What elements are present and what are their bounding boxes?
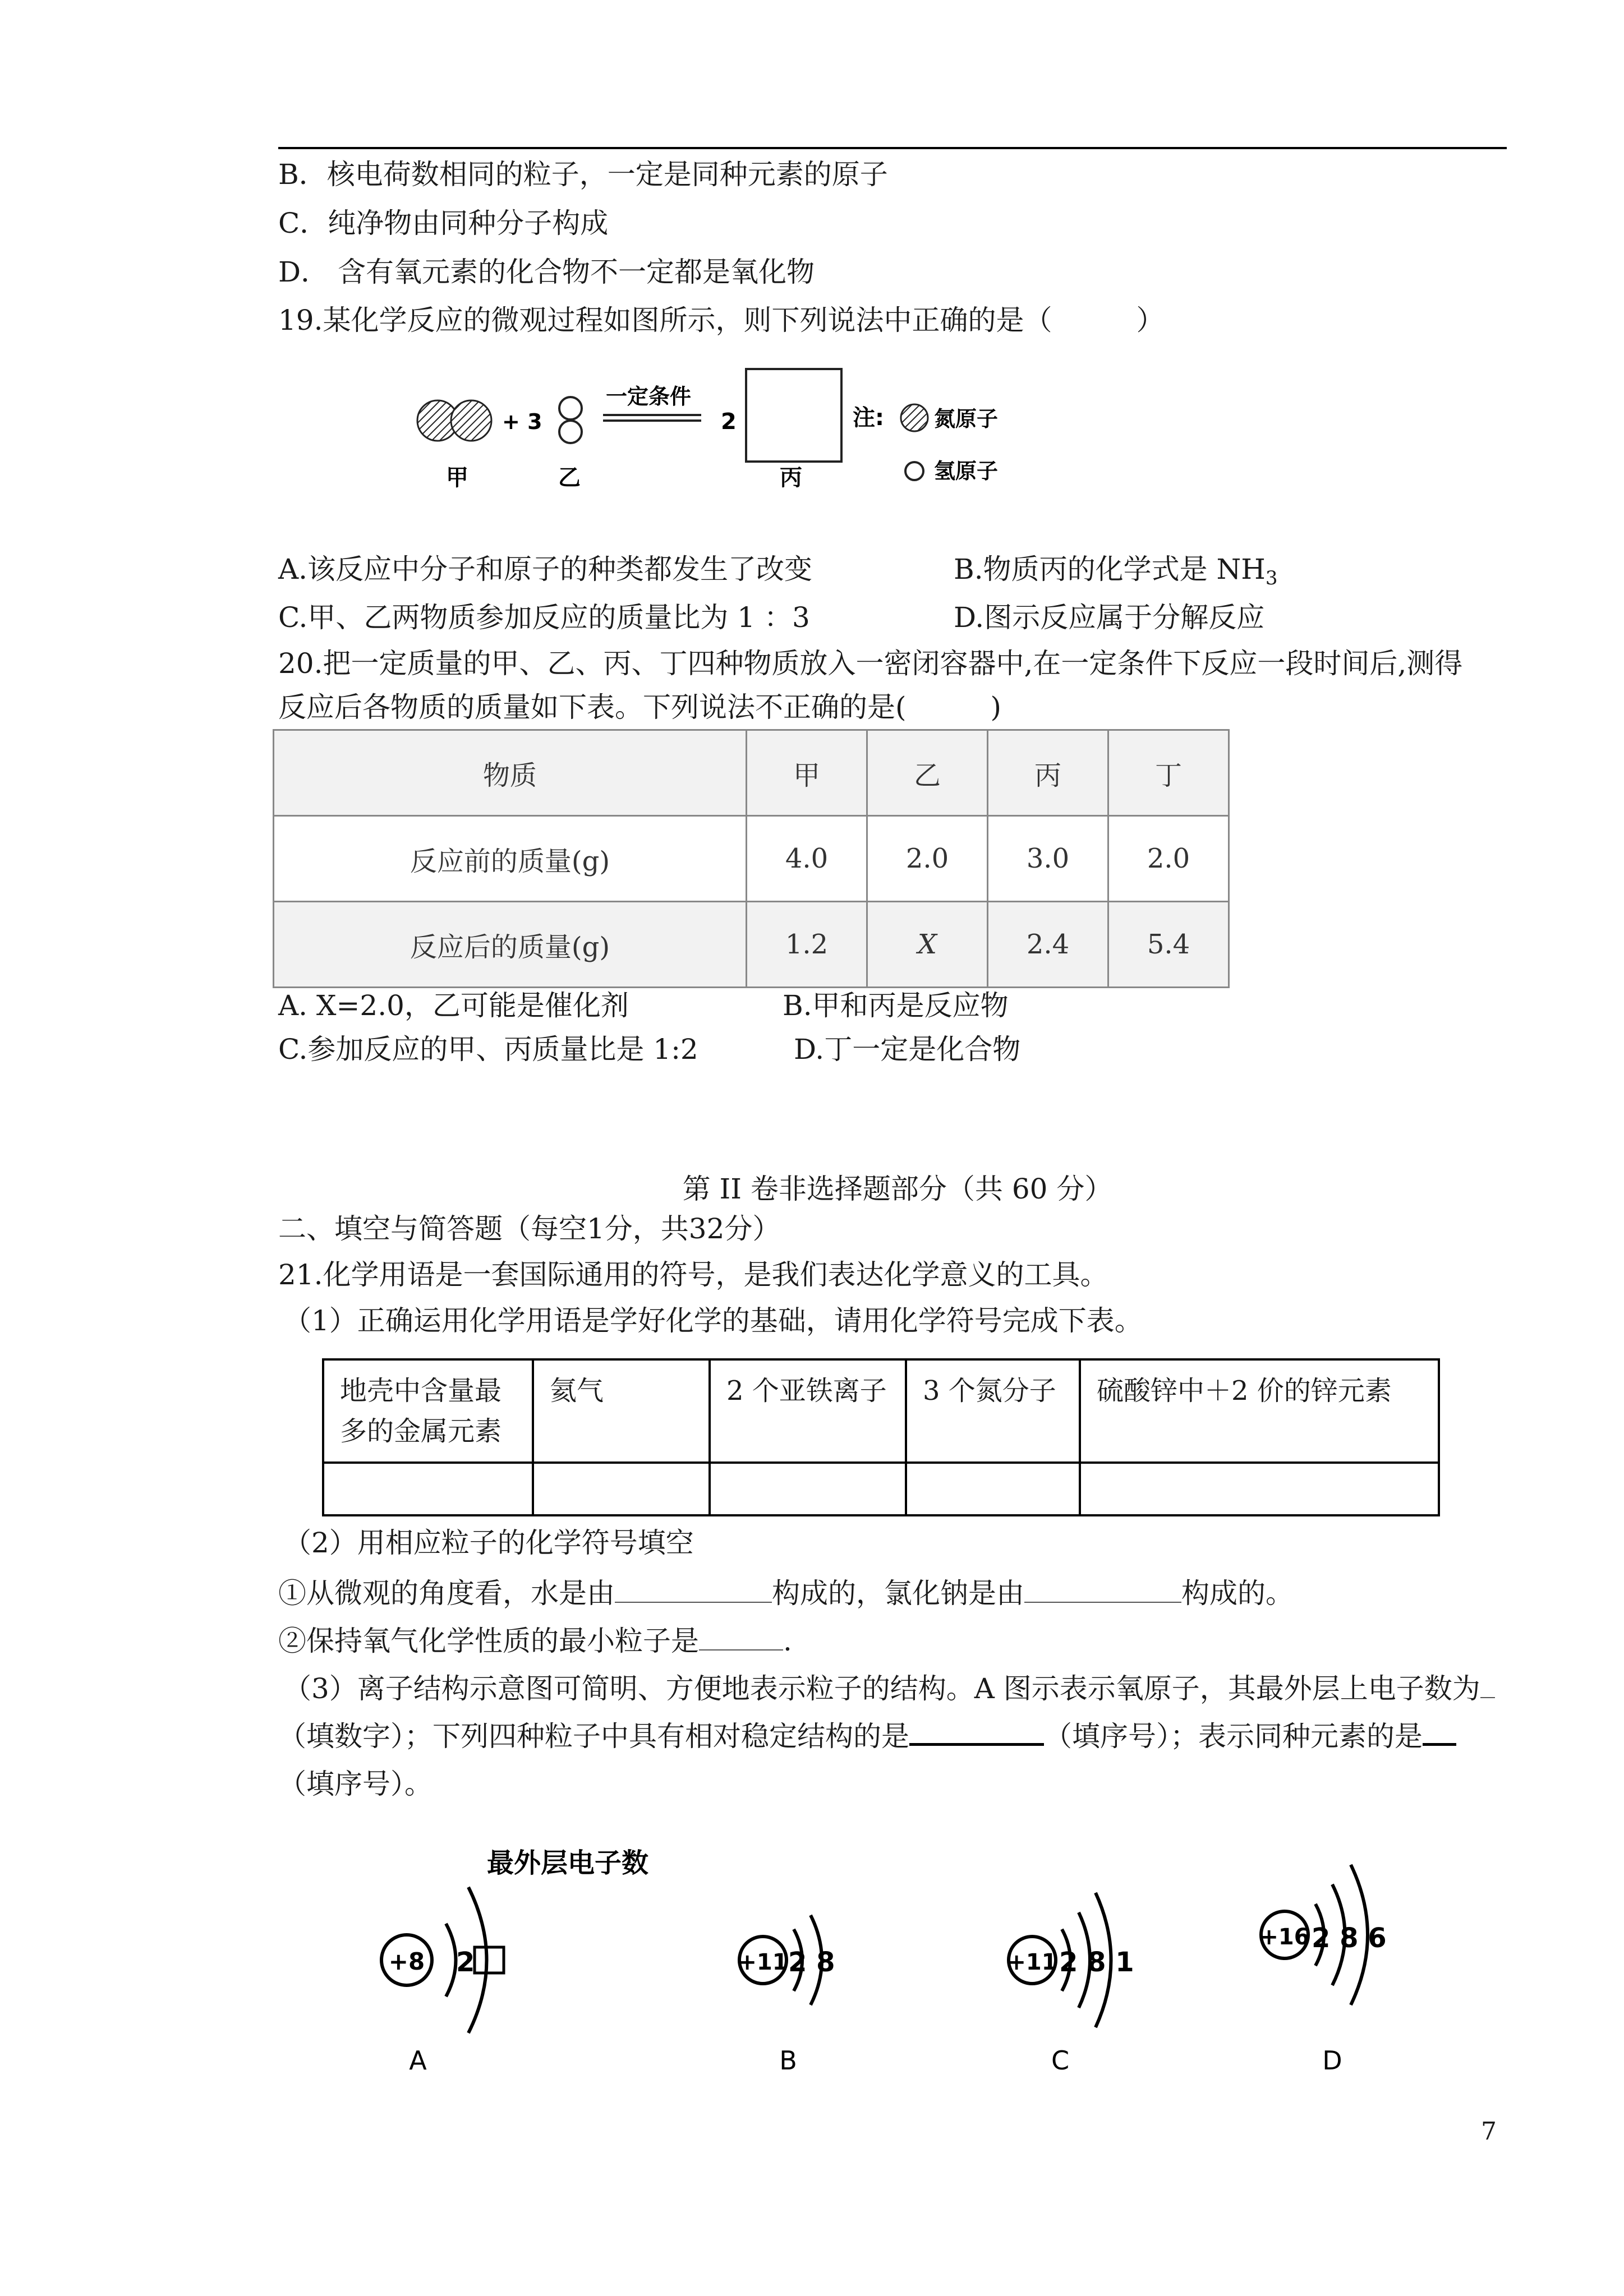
- table-cell: 反应前的质量(g): [274, 816, 747, 902]
- table-cell: X: [867, 902, 988, 988]
- answer-blank[interactable]: [909, 1721, 1044, 1746]
- answer-blank[interactable]: [1024, 1579, 1181, 1603]
- svg-text:+11: +11: [1007, 1949, 1057, 1975]
- q21-part3-line1: （3）离子结构示意图可简明、方便地表示粒子的结构。A 图示表示氧原子，其最外层上电子数为: [283, 1670, 1495, 1707]
- q19-option-c: C.甲、乙两物质参加反应的质量比为 1 ：3: [278, 601, 810, 634]
- q21-part2-item2: ②保持氧气化学性质的最小粒子是 .: [278, 1625, 792, 1657]
- svg-text:+16: +16: [1259, 1924, 1310, 1950]
- table-cell: 3.0: [988, 816, 1108, 902]
- table-header-cell: 丙: [988, 730, 1108, 816]
- atom-d-icon: [1259, 1865, 1386, 2005]
- q21-part2: （2）用相应粒子的化学符号填空: [283, 1527, 694, 1559]
- q20-mass-table: [273, 729, 1230, 988]
- q21-part3-line3: （填序号）。: [278, 1768, 433, 1800]
- q20-stem-line1: 20.把一定质量的甲、乙、丙、丁四种物质放入一密闭容器中,在一定条件下反应一段时间后,测得: [278, 647, 1463, 680]
- legend-note: 注:: [853, 405, 884, 431]
- answer-cell[interactable]: [533, 1463, 710, 1515]
- nitrogen-molecule-icon: [417, 400, 491, 441]
- header-rule: [278, 147, 1507, 149]
- q19-reaction-diagram: [410, 359, 1055, 505]
- table-cell: 2.0: [1108, 816, 1229, 902]
- q21-part2-item1: ①从微观的角度看，水是由 构成的，氯化钠是由 构成的。: [278, 1577, 1294, 1610]
- atom-b-label: B: [779, 2045, 797, 2075]
- nitrogen-atom-legend-icon: [901, 404, 928, 431]
- answer-cell[interactable]: [1080, 1463, 1439, 1515]
- q18-option-b: B．核电荷数相同的粒子，一定是同种元素的原子: [278, 158, 888, 191]
- answer-blank[interactable]: [1423, 1721, 1456, 1746]
- legend-h: 氢原子: [934, 459, 999, 483]
- q19-option-a: A.该反应中分子和原子的种类都发生了改变: [278, 553, 813, 585]
- q19-option-b: B.物质丙的化学式是 $NH_3$: [954, 553, 1278, 589]
- answer-cell[interactable]: [710, 1463, 906, 1515]
- q18-option-c: C．纯净物由同种分子构成: [278, 207, 609, 239]
- q19-stem: 19.某化学反应的微观过程如图所示，则下列说法中正确的是（ ）: [278, 304, 1165, 336]
- q19-option-d: D.图示反应属于分解反应: [954, 601, 1265, 634]
- atom-a-icon: [381, 1887, 504, 2033]
- table-cell: 反应后的质量(g): [274, 902, 747, 988]
- atom-a-label: A: [409, 2045, 427, 2075]
- atom-c-label: C: [1051, 2045, 1070, 2075]
- table-header-cell: 甲: [747, 730, 867, 816]
- coef-c: 2: [721, 409, 737, 435]
- table-header-cell: 地壳中含量最多的金属元素: [323, 1359, 533, 1463]
- svg-text:2 8: 2 8: [788, 1947, 835, 1978]
- table-cell: 5.4: [1108, 902, 1229, 988]
- q20-option-d: D.丁一定是化合物: [794, 1033, 1021, 1066]
- table-header-cell: 物质: [274, 730, 747, 816]
- atom-d-label: D: [1322, 2045, 1342, 2075]
- product-box: [746, 369, 841, 462]
- table-header-cell: 丁: [1108, 730, 1229, 816]
- q20-option-b: B.甲和丙是反应物: [783, 989, 1009, 1022]
- table-header-cell: 硫酸锌中＋2 价的锌元素: [1080, 1359, 1439, 1463]
- answer-blank[interactable]: [699, 1627, 783, 1650]
- table-cell: 2.4: [988, 902, 1108, 988]
- page-number: 7: [1481, 2117, 1497, 2146]
- condition-label: 一定条件: [606, 384, 692, 409]
- q21-part1: （1）正确运用化学用语是学好化学的基础，请用化学符号完成下表。: [283, 1304, 1143, 1337]
- answer-cell[interactable]: [323, 1463, 533, 1515]
- table-cell: 4.0: [747, 816, 867, 902]
- q20-stem-line2: 反应后各物质的质量如下表。下列说法不正确的是( ): [278, 691, 1002, 723]
- answer-cell[interactable]: [906, 1463, 1080, 1515]
- table-header-cell: 乙: [867, 730, 988, 816]
- section-title: 二、填空与简答题（每空1分，共32分）: [278, 1212, 781, 1245]
- table-header-cell: 2 个亚铁离子: [710, 1359, 906, 1463]
- svg-text:+11: +11: [738, 1949, 788, 1975]
- table-cell: 2.0: [867, 816, 988, 902]
- answer-blank[interactable]: [1480, 1675, 1495, 1698]
- diagram-title: 最外层电子数: [487, 1847, 649, 1879]
- coef-b: + 3: [502, 409, 542, 434]
- q21-part3-line2: （填数字）；下列四种粒子中具有相对稳定结构的是 （填序号）；表示同种元素的是: [278, 1718, 1456, 1755]
- q20-option-c: C.参加反应的甲、丙质量比是 1:2: [278, 1033, 698, 1066]
- svg-text:2 8 6: 2 8 6: [1312, 1922, 1387, 1954]
- atomic-structure-diagram: [337, 1839, 1459, 2075]
- label-yi: 乙: [558, 465, 581, 491]
- q18-option-d: D． 含有氧元素的化合物不一定都是氧化物: [278, 256, 815, 288]
- svg-text:2 8 1: 2 8 1: [1059, 1947, 1134, 1978]
- q21-symbol-table: [322, 1358, 1440, 1516]
- table-cell: 1.2: [747, 902, 867, 988]
- answer-blank[interactable]: [615, 1579, 772, 1603]
- part2-title: 第 II 卷非选择题部分（共 60 分）: [682, 1173, 1113, 1205]
- label-bing: 丙: [780, 465, 802, 491]
- label-jia: 甲: [446, 465, 468, 491]
- hydrogen-molecule-icon: [559, 397, 582, 443]
- table-header-cell: 氦气: [533, 1359, 710, 1463]
- hydrogen-atom-legend-icon: [905, 462, 923, 480]
- svg-text:2: 2: [456, 1947, 475, 1978]
- table-header-cell: 3 个氮分子: [906, 1359, 1080, 1463]
- q21-stem: 21.化学用语是一套国际通用的符号，是我们表达化学意义的工具。: [278, 1258, 1108, 1291]
- atom-c-icon: [1007, 1893, 1134, 2027]
- legend-n: 氮原子: [934, 407, 999, 431]
- svg-text:+8: +8: [388, 1948, 425, 1975]
- q20-option-a: A. X=2.0，乙可能是催化剂: [278, 989, 629, 1022]
- atom-b-icon: [738, 1915, 835, 2005]
